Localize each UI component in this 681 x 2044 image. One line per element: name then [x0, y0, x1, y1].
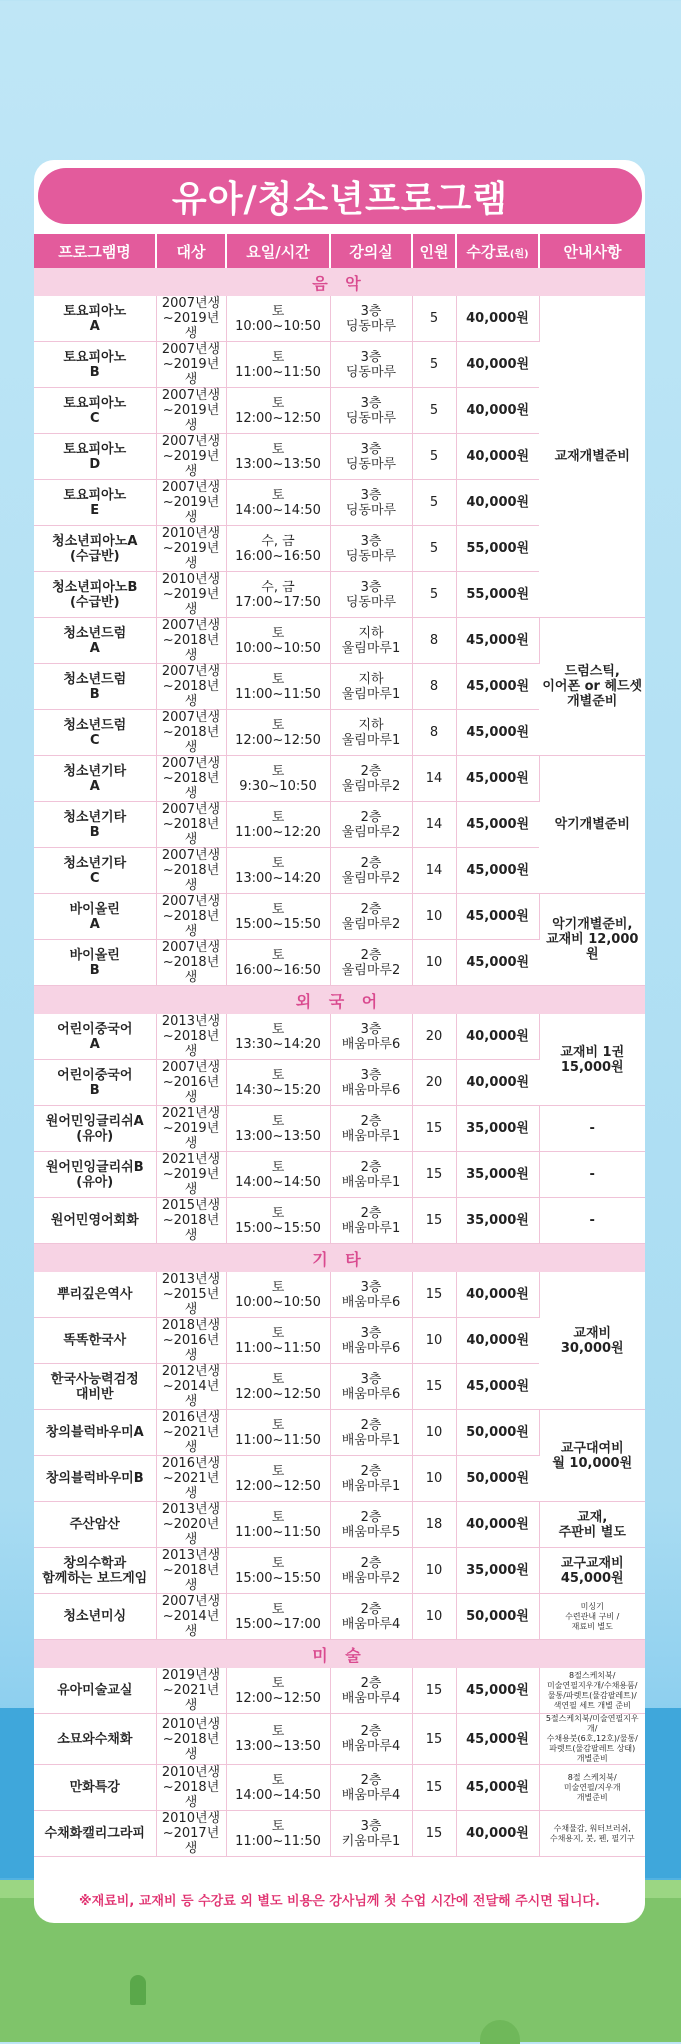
- day-time-cell: 토 11:00~11:50: [226, 1811, 330, 1857]
- capacity-cell: 8: [412, 664, 456, 710]
- capacity-cell: 10: [412, 1410, 456, 1456]
- room-cell: 2층 배움마루1: [330, 1410, 412, 1456]
- program-name-cell: 청소년기타 C: [34, 848, 156, 894]
- fee-cell: 45,000원: [456, 710, 539, 756]
- section-title: 외 국 어: [34, 986, 645, 1015]
- day-time-cell: 토 12:00~12:50: [226, 1364, 330, 1410]
- notes-cell: 교재비 1권 15,000원: [539, 1014, 645, 1106]
- notes-cell: 악기개별준비, 교재비 12,000원: [539, 894, 645, 986]
- day-time-cell: 토 10:00~10:50: [226, 296, 330, 342]
- capacity-cell: 8: [412, 618, 456, 664]
- fee-cell: 40,000원: [456, 1811, 539, 1857]
- room-cell: 2층 배움마루1: [330, 1456, 412, 1502]
- capacity-cell: 5: [412, 434, 456, 480]
- capacity-cell: 5: [412, 342, 456, 388]
- target-cell: 2013년생 ~2018년생: [156, 1014, 226, 1060]
- program-name-cell: 토요피아노 E: [34, 480, 156, 526]
- room-cell: 2층 배움마루4: [330, 1668, 412, 1714]
- fee-cell: 45,000원: [456, 664, 539, 710]
- table-row: [34, 1548, 645, 1594]
- program-name-cell: 토요피아노 A: [34, 296, 156, 342]
- program-name-cell: 청소년미싱: [34, 1594, 156, 1640]
- day-time-cell: 토 11:00~11:50: [226, 1318, 330, 1364]
- fee-cell: 40,000원: [456, 1318, 539, 1364]
- program-name-cell: 창의블럭바우미A: [34, 1410, 156, 1456]
- room-cell: 2층 배움마루4: [330, 1714, 412, 1765]
- program-name-cell: 청소년기타 A: [34, 756, 156, 802]
- room-cell: 3층 딩동마루: [330, 296, 412, 342]
- target-cell: 2013년생 ~2018년생: [156, 1548, 226, 1594]
- header-fee-label: 수강료: [466, 242, 510, 261]
- notes-cell: 8절 스케치북/ 미술연필/지우개 개별준비: [539, 1765, 645, 1811]
- table-row: [34, 1668, 645, 1714]
- day-time-cell: 토 13:00~13:50: [226, 1714, 330, 1765]
- notes-cell: 교재비 30,000원: [539, 1272, 645, 1410]
- capacity-cell: 14: [412, 756, 456, 802]
- table-row: [34, 894, 645, 940]
- header-program-name: 프로그램명: [34, 234, 156, 268]
- capacity-cell: 10: [412, 1594, 456, 1640]
- room-cell: 2층 배움마루4: [330, 1594, 412, 1640]
- program-name-cell: 청소년피아노A (수급반): [34, 526, 156, 572]
- capacity-cell: 5: [412, 296, 456, 342]
- fee-cell: 45,000원: [456, 848, 539, 894]
- program-name-cell: 원어민영어회화: [34, 1198, 156, 1244]
- notes-cell: 수채물감, 워터브러쉬, 수채용지, 붓, 펜, 필기구: [539, 1811, 645, 1857]
- notes-cell: 5절스케치북/미술연필지우개/ 수채용붓(6호,12호)/물통/ 파렛트(물감팔레트 상태) 개별준비: [539, 1714, 645, 1765]
- target-cell: 2010년생 ~2018년생: [156, 1765, 226, 1811]
- fee-cell: 50,000원: [456, 1410, 539, 1456]
- day-time-cell: 토 11:00~11:50: [226, 1410, 330, 1456]
- fee-cell: 45,000원: [456, 894, 539, 940]
- table-row: [34, 1198, 645, 1244]
- day-time-cell: 토 16:00~16:50: [226, 940, 330, 986]
- capacity-cell: 10: [412, 1456, 456, 1502]
- fee-cell: 40,000원: [456, 388, 539, 434]
- day-time-cell: 토 15:00~17:00: [226, 1594, 330, 1640]
- section-title: 음 악: [34, 268, 645, 296]
- table-row: [34, 1410, 645, 1456]
- day-time-cell: 토 14:00~14:50: [226, 1152, 330, 1198]
- section-header: [34, 268, 645, 296]
- fee-cell: 40,000원: [456, 1014, 539, 1060]
- fee-cell: 35,000원: [456, 1198, 539, 1244]
- target-cell: 2007년생 ~2018년생: [156, 802, 226, 848]
- page-title: 유아/청소년프로그램: [38, 168, 642, 224]
- capacity-cell: 15: [412, 1668, 456, 1714]
- room-cell: 3층 배움마루6: [330, 1272, 412, 1318]
- day-time-cell: 토 15:00~15:50: [226, 894, 330, 940]
- table-row: [34, 1594, 645, 1640]
- day-time-cell: 토 11:00~12:20: [226, 802, 330, 848]
- target-cell: 2021년생 ~2019년생: [156, 1152, 226, 1198]
- fee-cell: 35,000원: [456, 1548, 539, 1594]
- program-name-cell: 토요피아노 B: [34, 342, 156, 388]
- fee-cell: 50,000원: [456, 1594, 539, 1640]
- table-row: [34, 1714, 645, 1765]
- room-cell: 지하 울림마루1: [330, 664, 412, 710]
- capacity-cell: 15: [412, 1272, 456, 1318]
- capacity-cell: 15: [412, 1198, 456, 1244]
- capacity-cell: 15: [412, 1714, 456, 1765]
- program-name-cell: 소묘와수채화: [34, 1714, 156, 1765]
- footnote: ※재료비, 교재비 등 수강료 외 별도 비용은 강사님께 첫 수업 시간에 전달해 주시면 됩니다.: [79, 1894, 600, 1909]
- section-header: [34, 1244, 645, 1273]
- program-name-cell: 토요피아노 D: [34, 434, 156, 480]
- capacity-cell: 15: [412, 1364, 456, 1410]
- day-time-cell: 토 14:00~14:50: [226, 1765, 330, 1811]
- target-cell: 2007년생 ~2018년생: [156, 664, 226, 710]
- notes-cell: -: [539, 1106, 645, 1152]
- target-cell: 2021년생 ~2019년생: [156, 1106, 226, 1152]
- room-cell: 2층 배움마루1: [330, 1198, 412, 1244]
- room-cell: 3층 배움마루6: [330, 1014, 412, 1060]
- fee-cell: 35,000원: [456, 1106, 539, 1152]
- day-time-cell: 토 15:00~15:50: [226, 1198, 330, 1244]
- room-cell: 3층 딩동마루: [330, 388, 412, 434]
- room-cell: 3층 배움마루6: [330, 1318, 412, 1364]
- program-name-cell: 바이올린 A: [34, 894, 156, 940]
- room-cell: 3층 딩동마루: [330, 342, 412, 388]
- room-cell: 2층 울림마루2: [330, 940, 412, 986]
- fee-cell: 40,000원: [456, 1060, 539, 1106]
- room-cell: 3층 키움마루1: [330, 1811, 412, 1857]
- target-cell: 2010년생 ~2018년생: [156, 1714, 226, 1765]
- program-name-cell: 창의수학과 함께하는 보드게임: [34, 1548, 156, 1594]
- section-title: 미 술: [34, 1640, 645, 1669]
- fee-cell: 45,000원: [456, 1765, 539, 1811]
- program-name-cell: 유아미술교실: [34, 1668, 156, 1714]
- notes-cell: 교구교재비 45,000원: [539, 1548, 645, 1594]
- program-name-cell: 창의블럭바우미B: [34, 1456, 156, 1502]
- target-cell: 2007년생 ~2019년생: [156, 342, 226, 388]
- program-name-cell: 똑똑한국사: [34, 1318, 156, 1364]
- room-cell: 지하 울림마루1: [330, 618, 412, 664]
- room-cell: 3층 딩동마루: [330, 480, 412, 526]
- table-body: [34, 268, 645, 1857]
- target-cell: 2016년생 ~2021년생: [156, 1456, 226, 1502]
- table-row: [34, 1014, 645, 1060]
- program-name-cell: 청소년기타 B: [34, 802, 156, 848]
- table-row: [34, 618, 645, 664]
- room-cell: 3층 배움마루6: [330, 1060, 412, 1106]
- target-cell: 2007년생 ~2019년생: [156, 434, 226, 480]
- fee-cell: 50,000원: [456, 1456, 539, 1502]
- fee-cell: 45,000원: [456, 1668, 539, 1714]
- program-name-cell: 바이올린 B: [34, 940, 156, 986]
- room-cell: 2층 울림마루2: [330, 756, 412, 802]
- room-cell: 2층 울림마루2: [330, 894, 412, 940]
- program-name-cell: 한국사능력검정 대비반: [34, 1364, 156, 1410]
- target-cell: 2018년생 ~2016년생: [156, 1318, 226, 1364]
- capacity-cell: 5: [412, 480, 456, 526]
- target-cell: 2013년생 ~2020년생: [156, 1502, 226, 1548]
- program-name-cell: 원어민잉글리쉬B (유아): [34, 1152, 156, 1198]
- room-cell: 2층 배움마루1: [330, 1106, 412, 1152]
- day-time-cell: 토 14:30~15:20: [226, 1060, 330, 1106]
- day-time-cell: 토 13:30~14:20: [226, 1014, 330, 1060]
- day-time-cell: 수, 금 17:00~17:50: [226, 572, 330, 618]
- capacity-cell: 10: [412, 1318, 456, 1364]
- notes-cell: 미싱기 수련관내 구비 / 재료비 별도: [539, 1594, 645, 1640]
- header-capacity: 인원: [412, 234, 456, 268]
- target-cell: 2007년생 ~2019년생: [156, 388, 226, 434]
- notes-cell: 교구대여비 월 10,000원: [539, 1410, 645, 1502]
- header-room: 강의실: [330, 234, 412, 268]
- target-cell: 2012년생 ~2014년생: [156, 1364, 226, 1410]
- target-cell: 2016년생 ~2021년생: [156, 1410, 226, 1456]
- header-day-time: 요일/시간: [226, 234, 330, 268]
- header-fee-unit: (원): [509, 248, 529, 260]
- target-cell: 2007년생 ~2018년생: [156, 618, 226, 664]
- capacity-cell: 15: [412, 1811, 456, 1857]
- program-name-cell: 만화특강: [34, 1765, 156, 1811]
- notes-cell: 드럼스틱, 이어폰 or 헤드셋 개별준비: [539, 618, 645, 756]
- target-cell: 2007년생 ~2019년생: [156, 296, 226, 342]
- capacity-cell: 14: [412, 848, 456, 894]
- fee-cell: 45,000원: [456, 618, 539, 664]
- fee-cell: 55,000원: [456, 526, 539, 572]
- fee-cell: 55,000원: [456, 572, 539, 618]
- day-time-cell: 토 15:00~15:50: [226, 1548, 330, 1594]
- day-time-cell: 토 12:00~12:50: [226, 1456, 330, 1502]
- room-cell: 3층 딩동마루: [330, 526, 412, 572]
- program-name-cell: 토요피아노 C: [34, 388, 156, 434]
- target-cell: 2007년생 ~2018년생: [156, 848, 226, 894]
- fee-cell: 45,000원: [456, 1714, 539, 1765]
- target-cell: 2013년생 ~2015년생: [156, 1272, 226, 1318]
- target-cell: 2010년생 ~2019년생: [156, 526, 226, 572]
- grass-tuft: [130, 1975, 146, 2005]
- table-row: [34, 1765, 645, 1811]
- capacity-cell: 15: [412, 1106, 456, 1152]
- program-name-cell: 청소년피아노B (수급반): [34, 572, 156, 618]
- capacity-cell: 5: [412, 388, 456, 434]
- notes-cell: -: [539, 1152, 645, 1198]
- day-time-cell: 토 14:00~14:50: [226, 480, 330, 526]
- day-time-cell: 토 12:00~12:50: [226, 1668, 330, 1714]
- capacity-cell: 15: [412, 1765, 456, 1811]
- fee-cell: 45,000원: [456, 940, 539, 986]
- program-table: [34, 234, 645, 1857]
- room-cell: 2층 배움마루2: [330, 1548, 412, 1594]
- table-row: [34, 1152, 645, 1198]
- fee-cell: 40,000원: [456, 296, 539, 342]
- room-cell: 2층 배움마루4: [330, 1765, 412, 1811]
- capacity-cell: 5: [412, 526, 456, 572]
- target-cell: 2007년생 ~2018년생: [156, 940, 226, 986]
- day-time-cell: 토 13:00~13:50: [226, 434, 330, 480]
- target-cell: 2007년생 ~2016년생: [156, 1060, 226, 1106]
- fee-cell: 45,000원: [456, 802, 539, 848]
- day-time-cell: 수, 금 16:00~16:50: [226, 526, 330, 572]
- program-name-cell: 청소년드럼 A: [34, 618, 156, 664]
- program-name-cell: 어린이중국어 A: [34, 1014, 156, 1060]
- fee-cell: 40,000원: [456, 434, 539, 480]
- program-name-cell: 청소년드럼 C: [34, 710, 156, 756]
- fee-cell: 45,000원: [456, 756, 539, 802]
- table-row: [34, 1502, 645, 1548]
- table-row: [34, 1811, 645, 1857]
- program-name-cell: 청소년드럼 B: [34, 664, 156, 710]
- section-header: [34, 1640, 645, 1669]
- table-header: [34, 234, 645, 268]
- target-cell: 2010년생 ~2019년생: [156, 572, 226, 618]
- day-time-cell: 토 9:30~10:50: [226, 756, 330, 802]
- program-name-cell: 주산암산: [34, 1502, 156, 1548]
- notes-cell: 교재개별준비: [539, 296, 645, 618]
- notes-cell: 8절스케치북/ 미술연필지우개/수채용품/ 물통/파렛트(물감팔레트)/ 색연필 세트 개별 준비: [539, 1668, 645, 1714]
- capacity-cell: 20: [412, 1060, 456, 1106]
- fee-cell: 45,000원: [456, 1364, 539, 1410]
- fee-cell: 35,000원: [456, 1152, 539, 1198]
- notes-cell: 악기개별준비: [539, 756, 645, 894]
- table-row: [34, 756, 645, 802]
- capacity-cell: 18: [412, 1502, 456, 1548]
- room-cell: 3층 딩동마루: [330, 572, 412, 618]
- capacity-cell: 5: [412, 572, 456, 618]
- target-cell: 2010년생 ~2017년생: [156, 1811, 226, 1857]
- target-cell: 2019년생 ~2021년생: [156, 1668, 226, 1714]
- fee-cell: 40,000원: [456, 1272, 539, 1318]
- day-time-cell: 토 11:00~11:50: [226, 342, 330, 388]
- section-title: 기 타: [34, 1244, 645, 1273]
- day-time-cell: 토 10:00~10:50: [226, 618, 330, 664]
- notes-cell: -: [539, 1198, 645, 1244]
- table-row: [34, 1272, 645, 1318]
- target-cell: 2015년생 ~2018년생: [156, 1198, 226, 1244]
- target-cell: 2007년생 ~2018년생: [156, 756, 226, 802]
- capacity-cell: 14: [412, 802, 456, 848]
- program-name-cell: 원어민잉글리쉬A (유아): [34, 1106, 156, 1152]
- capacity-cell: 8: [412, 710, 456, 756]
- notes-cell: 교재, 주판비 별도: [539, 1502, 645, 1548]
- table-row: [34, 296, 645, 342]
- target-cell: 2007년생 ~2018년생: [156, 710, 226, 756]
- capacity-cell: 10: [412, 940, 456, 986]
- header-notes: 안내사항: [539, 234, 645, 268]
- program-name-cell: 수채화캘리그라피: [34, 1811, 156, 1857]
- room-cell: 2층 배움마루5: [330, 1502, 412, 1548]
- target-cell: 2007년생 ~2014년생: [156, 1594, 226, 1640]
- day-time-cell: 토 10:00~10:50: [226, 1272, 330, 1318]
- room-cell: 3층 배움마루6: [330, 1364, 412, 1410]
- fee-cell: 40,000원: [456, 342, 539, 388]
- day-time-cell: 토 13:00~14:20: [226, 848, 330, 894]
- header-fee: [456, 234, 539, 268]
- capacity-cell: 10: [412, 894, 456, 940]
- day-time-cell: 토 12:00~12:50: [226, 388, 330, 434]
- capacity-cell: 10: [412, 1548, 456, 1594]
- room-cell: 3층 딩동마루: [330, 434, 412, 480]
- target-cell: 2007년생 ~2019년생: [156, 480, 226, 526]
- fee-cell: 40,000원: [456, 480, 539, 526]
- fee-cell: 40,000원: [456, 1502, 539, 1548]
- day-time-cell: 토 11:00~11:50: [226, 664, 330, 710]
- room-cell: 2층 울림마루2: [330, 848, 412, 894]
- day-time-cell: 토 11:00~11:50: [226, 1502, 330, 1548]
- table-row: [34, 1106, 645, 1152]
- program-name-cell: 어린이중국어 B: [34, 1060, 156, 1106]
- target-cell: 2007년생 ~2018년생: [156, 894, 226, 940]
- day-time-cell: 토 13:00~13:50: [226, 1106, 330, 1152]
- day-time-cell: 토 12:00~12:50: [226, 710, 330, 756]
- room-cell: 2층 울림마루2: [330, 802, 412, 848]
- header-target: 대상: [156, 234, 226, 268]
- program-name-cell: 뿌리깊은역사: [34, 1272, 156, 1318]
- capacity-cell: 20: [412, 1014, 456, 1060]
- section-header: [34, 986, 645, 1015]
- room-cell: 지하 울림마루1: [330, 710, 412, 756]
- capacity-cell: 15: [412, 1152, 456, 1198]
- room-cell: 2층 배움마루1: [330, 1152, 412, 1198]
